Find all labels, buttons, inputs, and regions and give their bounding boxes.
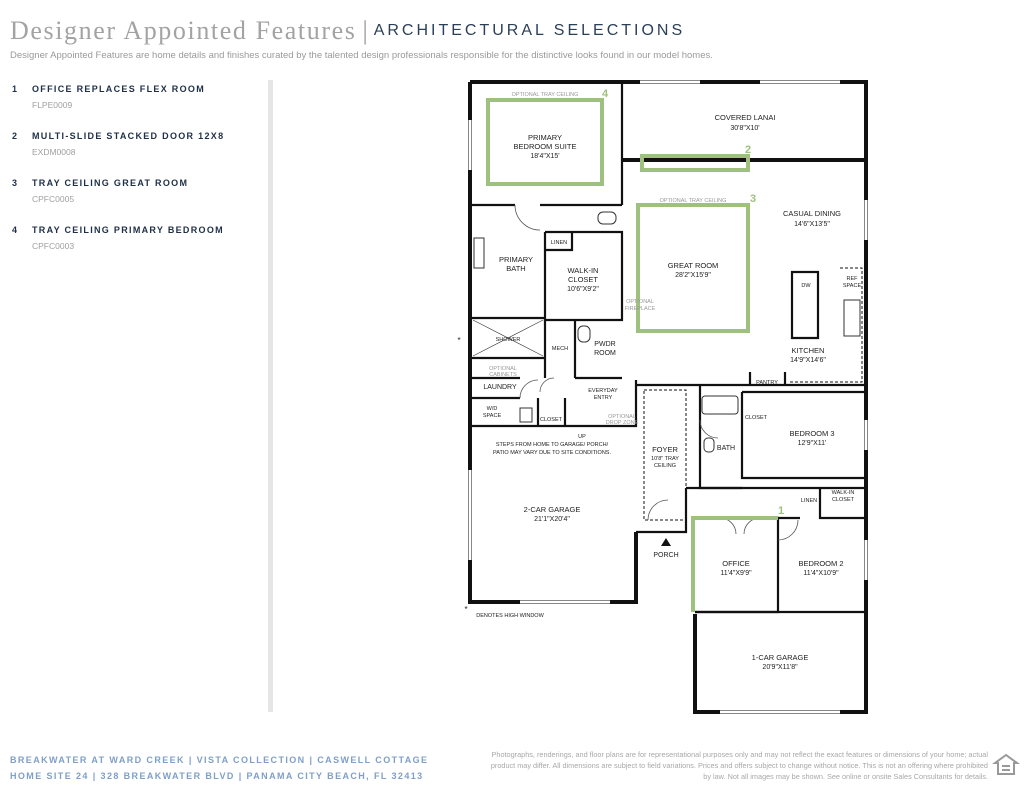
feature-code: CPFC0003 xyxy=(32,241,75,251)
label-dropzone: OPTIONAL xyxy=(608,414,636,420)
room-name: BEDROOM SUITE xyxy=(513,142,577,151)
label-bath: BATH xyxy=(716,445,736,452)
toilet xyxy=(598,212,616,224)
feature-item xyxy=(12,84,262,131)
room-name: GREAT ROOM xyxy=(667,261,719,270)
room-dim: 28'2"X15'9" xyxy=(675,272,711,279)
feature-code: EXDM0008 xyxy=(32,147,76,157)
floor-plan xyxy=(455,76,875,716)
feature-number: 3 xyxy=(12,178,18,188)
room-dim: 11'4"X10'9" xyxy=(803,570,839,577)
label-steps: STEPS FROM HOME TO GARAGE/ PORCH/ xyxy=(495,442,609,448)
room-name: KITCHEN xyxy=(791,346,825,355)
page-subtitle: ARCHITECTURAL SELECTIONS xyxy=(373,22,686,39)
feature-number: 1 xyxy=(12,84,18,94)
label-shower: SHOWER xyxy=(495,337,521,343)
label-optional: CABINETS xyxy=(489,372,517,378)
intro-text: Designer Appointed Features are home details and finishes curated by the talented design professionals responsible for the distinctive looks found in our model homes. xyxy=(10,50,713,61)
label-walkin: CLOSET xyxy=(831,497,855,503)
label-dw: DW xyxy=(801,283,811,289)
feature-highlights xyxy=(488,100,778,612)
wall-right xyxy=(695,160,866,712)
page-header xyxy=(10,16,685,46)
range xyxy=(844,300,860,336)
label-ref: SPACE xyxy=(842,283,862,289)
label-dropzone: DROP ZONE xyxy=(605,420,639,426)
feature-name: TRAY CEILING PRIMARY BEDROOM xyxy=(32,225,224,235)
wall xyxy=(636,488,686,532)
label-pwdr: ROOM xyxy=(594,350,616,357)
toilet xyxy=(578,326,590,342)
feature-code: FLPE0009 xyxy=(32,100,73,110)
label-closet: CLOSET xyxy=(744,415,768,421)
door-swing xyxy=(540,378,554,392)
label-steps: PATIO MAY VARY DUE TO SITE CONDITIONS. xyxy=(493,450,611,456)
feature-name: OFFICE REPLACES FLEX ROOM xyxy=(32,84,206,94)
page-title: Designer Appointed Features xyxy=(10,16,357,45)
marker-1: 1 xyxy=(778,505,785,517)
room-dim: 14'9"X14'6" xyxy=(790,357,826,364)
marker-4: 4 xyxy=(602,88,609,100)
vanity xyxy=(474,238,484,268)
room-note: 10'8" TRAY xyxy=(651,456,679,462)
label-linen: LINEN xyxy=(550,240,568,246)
door-swing xyxy=(700,420,718,438)
asterisk: * xyxy=(457,336,461,345)
feature-code: CPFC0005 xyxy=(32,194,75,204)
label-porch: PORCH xyxy=(653,552,679,559)
room-name: PRIMARY xyxy=(498,255,534,264)
toilet xyxy=(704,438,714,452)
label-wd: W/D xyxy=(486,406,498,412)
footer-line-community: BREAKWATER AT WARD CREEK | VISTA COLLECTION | CASWELL COTTAGE xyxy=(10,755,429,765)
room-name: 1-CAR GARAGE xyxy=(751,653,809,662)
door-swing xyxy=(720,518,760,534)
room-dim: 14'6"X13'5" xyxy=(794,221,830,228)
room-name: BEDROOM 3 xyxy=(789,429,835,438)
entry-arrow-icon xyxy=(661,538,671,546)
label-entry: EVERYDAY xyxy=(588,388,618,394)
room-name: PRIMARY xyxy=(527,133,563,142)
room-name: BATH xyxy=(506,264,526,273)
room-name: OFFICE xyxy=(722,559,750,568)
label-pantry: PANTRY xyxy=(756,380,778,386)
label-opt-tray: OPTIONAL TRAY CEILING xyxy=(511,92,579,98)
label-wd: SPACE xyxy=(482,413,502,419)
feature-item xyxy=(12,225,262,272)
feature-number: 4 xyxy=(12,225,18,235)
room-name: CASUAL DINING xyxy=(782,209,842,218)
feature-item xyxy=(12,178,262,225)
room-name: WALK-IN xyxy=(567,266,599,275)
label-up: UP xyxy=(578,434,586,440)
label-opt-tray: OPTIONAL TRAY CEILING xyxy=(659,198,727,204)
feature-name: MULTI-SLIDE STACKED DOOR 12X8 xyxy=(32,131,225,141)
label-ref: REF xyxy=(846,276,858,282)
equal-housing-opportunity-icon xyxy=(992,752,1020,780)
room-dim: 10'6"X9'2" xyxy=(567,286,599,293)
vertical-divider xyxy=(268,80,273,712)
room-dim: 11'4"X9'9" xyxy=(720,570,752,577)
label-fireplace: OPTIONAL xyxy=(626,299,654,305)
footer-disclaimer: Photographs, renderings, and floor plans are for representational purposes only and may not reflect the exact features or dimensions of your home; actual product may differ. All dimensions are subject to field variations. Prices and offers subject to change without notice. This is not an offering where prohibited by law. Not all images may be shown. See online or onsite Sales Consultants for details. xyxy=(490,750,988,781)
label-mech: MECH xyxy=(551,346,569,352)
feature-name: TRAY CEILING GREAT ROOM xyxy=(32,178,189,188)
tub xyxy=(702,396,738,414)
room-note: CEILING xyxy=(653,463,677,469)
room-name: CLOSET xyxy=(567,275,599,284)
label-entry: ENTRY xyxy=(593,395,613,401)
label-closet: CLOSET xyxy=(539,417,563,423)
room-name: COVERED LANAI xyxy=(714,113,776,122)
room-dim: 12'9"X11' xyxy=(797,440,827,447)
marker-3: 3 xyxy=(750,193,757,205)
label-laundry: LAUNDRY xyxy=(483,384,517,391)
footer-line-homesite: HOME SITE 24 | 328 BREAKWATER BLVD | PANAMA CITY BEACH, FL 32413 xyxy=(10,771,424,781)
feature-item xyxy=(12,131,262,178)
label-high-window: DENOTES HIGH WINDOW xyxy=(476,613,544,619)
label-linen: LINEN xyxy=(800,498,818,504)
room-dim: 20'9"X11'8" xyxy=(762,664,798,671)
room-name: FOYER xyxy=(652,445,678,454)
room-dim: 30'8"X10' xyxy=(730,125,760,132)
door-swing xyxy=(520,380,538,398)
room-name: 2-CAR GARAGE xyxy=(523,505,581,514)
features-list xyxy=(12,84,262,272)
door-swing xyxy=(515,205,540,230)
footer-address xyxy=(10,752,428,784)
label-optional: OPTIONAL xyxy=(489,366,517,372)
asterisk: * xyxy=(464,605,468,614)
doors xyxy=(515,205,798,540)
room-name: BEDROOM 2 xyxy=(798,559,844,568)
feature-number: 2 xyxy=(12,131,18,141)
room-dim: 18'4"X15' xyxy=(530,153,560,160)
label-walkin: WALK-IN xyxy=(831,490,855,496)
title-separator: | xyxy=(362,16,368,45)
room-dim: 21'1"X20'4" xyxy=(534,516,570,523)
door-swing xyxy=(648,500,668,520)
door-swing xyxy=(778,520,798,540)
marker-2: 2 xyxy=(745,144,752,156)
label-fireplace: FIREPLACE xyxy=(624,306,656,312)
label-pwdr: PWDR xyxy=(594,341,616,348)
kitchen-island xyxy=(792,272,818,338)
sink xyxy=(520,408,532,422)
